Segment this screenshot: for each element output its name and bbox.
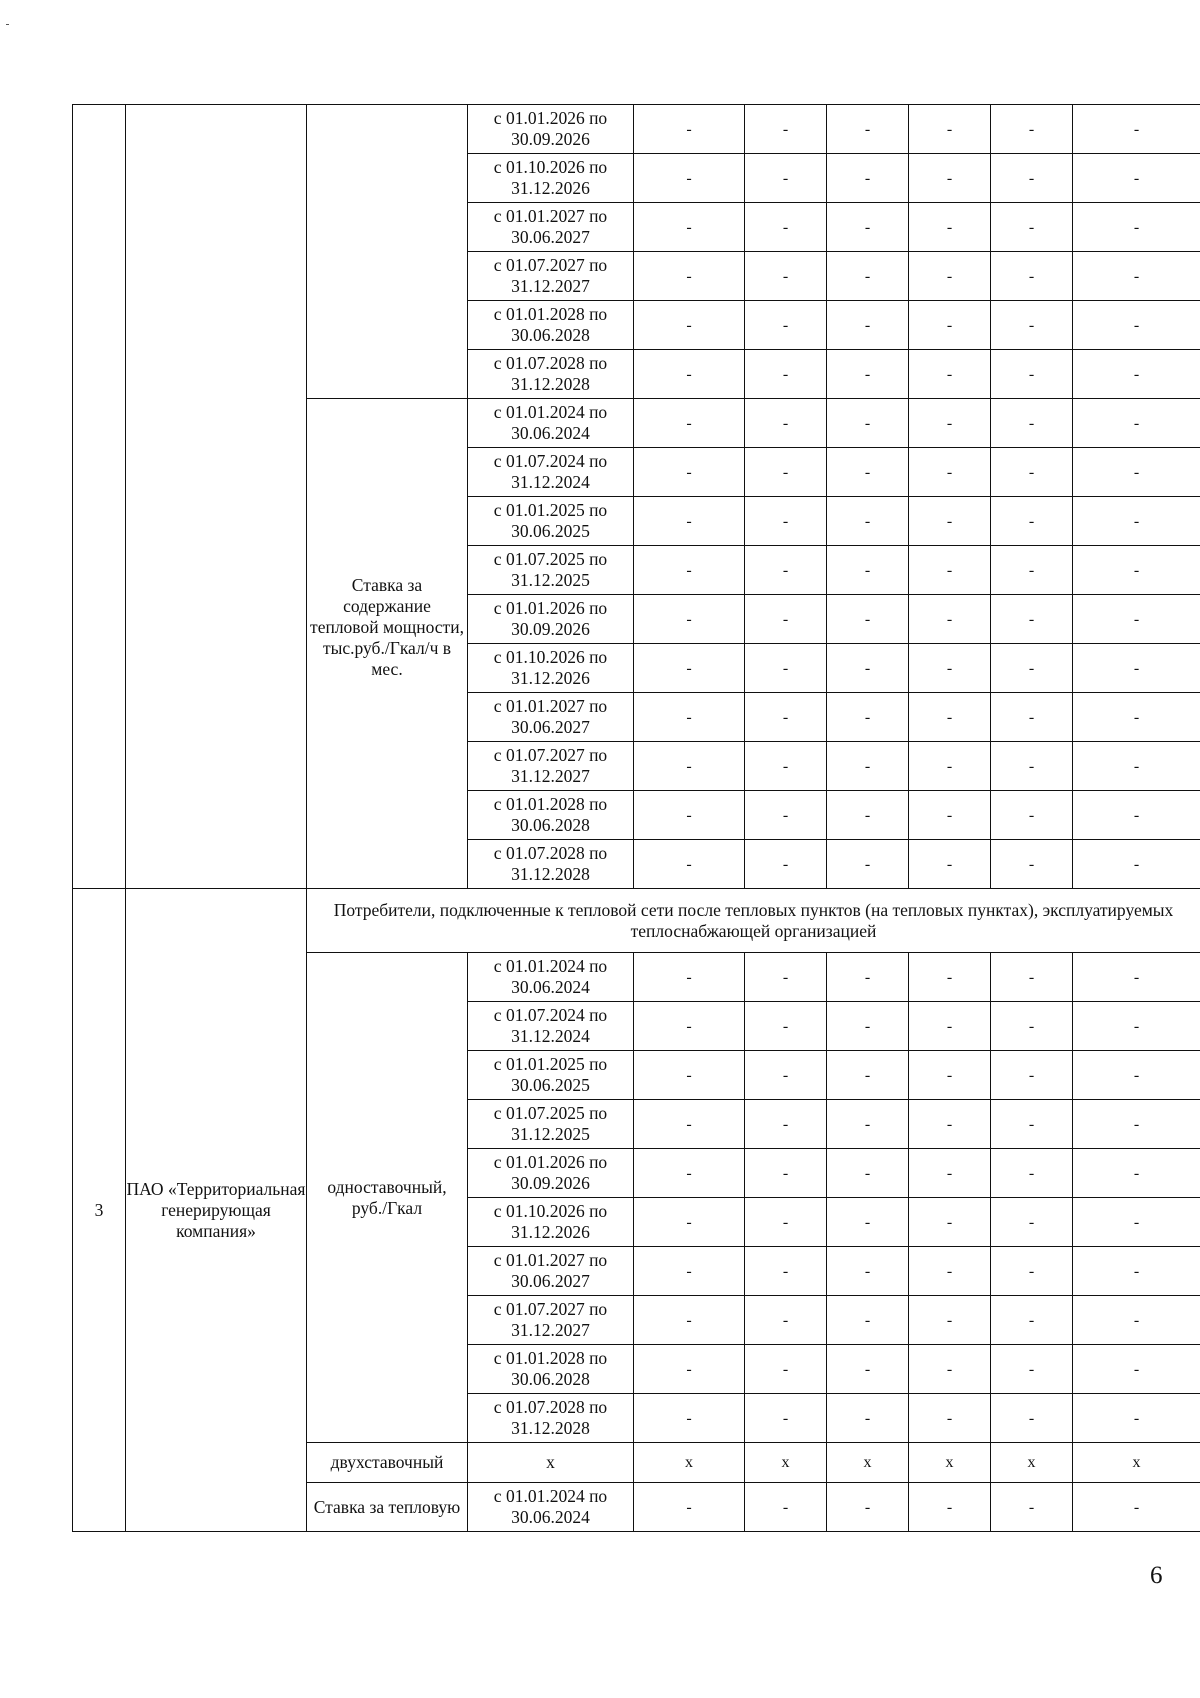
value-cell: - (1073, 742, 1200, 791)
value-cell: - (991, 1198, 1073, 1247)
value-cell: - (827, 399, 909, 448)
value-cell: - (827, 546, 909, 595)
value-cell: - (1073, 1002, 1200, 1051)
value-cell: - (909, 1345, 991, 1394)
value-cell: - (991, 546, 1073, 595)
value-cell: - (909, 1198, 991, 1247)
value-cell: - (991, 693, 1073, 742)
value-cell: - (634, 595, 745, 644)
value-cell: - (909, 1051, 991, 1100)
value-cell: - (634, 1002, 745, 1051)
value-cell: - (1073, 840, 1200, 889)
value-cell: - (909, 644, 991, 693)
value-cell: - (827, 1483, 909, 1532)
consumers-header-row (73, 889, 1200, 953)
value-cell: - (827, 350, 909, 399)
value-cell: - (745, 1198, 827, 1247)
value-cell: - (634, 203, 745, 252)
value-cell: - (634, 301, 745, 350)
value-cell: - (634, 742, 745, 791)
value-cell: - (634, 1483, 745, 1532)
period-cell: с 01.01.2028 по 30.06.2028 (468, 1345, 634, 1394)
value-cell: - (909, 399, 991, 448)
period-cell: с 01.01.2027 по 30.06.2027 (468, 693, 634, 742)
value-cell: - (634, 399, 745, 448)
value-cell: - (634, 350, 745, 399)
org-name: ПАО «Территориальная генерирующая компания» (126, 889, 307, 1532)
value-cell: - (1073, 1149, 1200, 1198)
value-cell: - (991, 1345, 1073, 1394)
value-cell: - (991, 105, 1073, 154)
value-cell: - (634, 546, 745, 595)
page-number: 6 (1150, 1562, 1163, 1589)
value-cell: - (745, 644, 827, 693)
value-cell: - (991, 1051, 1073, 1100)
heat-rate-label: Ставка за тепловую (307, 1483, 468, 1532)
value-cell: - (909, 546, 991, 595)
value-cell: - (634, 644, 745, 693)
period-cell: с 01.01.2026 по 30.09.2026 (468, 595, 634, 644)
value-cell: - (745, 1051, 827, 1100)
value-cell: - (745, 203, 827, 252)
value-cell: - (991, 154, 1073, 203)
period-cell: с 01.07.2028 по 31.12.2028 (468, 350, 634, 399)
value-cell: - (1073, 1198, 1200, 1247)
value-cell: - (909, 350, 991, 399)
value-cell: - (991, 301, 1073, 350)
value-cell: - (745, 1296, 827, 1345)
value-cell: - (745, 301, 827, 350)
value-cell: - (909, 791, 991, 840)
value-cell: - (634, 840, 745, 889)
x-cell: x (909, 1443, 991, 1483)
value-cell: - (745, 1247, 827, 1296)
value-cell: - (909, 203, 991, 252)
consumers-header: Потребители, подключенные к тепловой сети после тепловых пунктов (на тепловых пунктах), эксплуатируемых теплоснабжающей организацией (307, 889, 1200, 953)
value-cell: - (827, 953, 909, 1002)
value-cell: - (991, 203, 1073, 252)
value-cell: - (1073, 1247, 1200, 1296)
period-cell: с 01.01.2024 по 30.06.2024 (468, 1483, 634, 1532)
period-cell: с 01.01.2024 по 30.06.2024 (468, 953, 634, 1002)
value-cell: - (991, 1002, 1073, 1051)
value-cell: - (745, 105, 827, 154)
two-rate-label: двухставочный (307, 1443, 468, 1483)
value-cell: - (745, 953, 827, 1002)
period-cell: с 01.01.2024 по 30.06.2024 (468, 399, 634, 448)
value-cell: - (827, 203, 909, 252)
value-cell: - (745, 350, 827, 399)
value-cell: - (1073, 546, 1200, 595)
value-cell: - (909, 1247, 991, 1296)
value-cell: - (991, 448, 1073, 497)
value-cell: - (634, 1247, 745, 1296)
period-cell: с 01.07.2027 по 31.12.2027 (468, 742, 634, 791)
org-number: 3 (73, 889, 126, 1532)
value-cell: - (909, 1483, 991, 1532)
value-cell: - (991, 953, 1073, 1002)
value-cell: - (1073, 1051, 1200, 1100)
value-cell: - (991, 840, 1073, 889)
period-cell: с 01.07.2024 по 31.12.2024 (468, 1002, 634, 1051)
value-cell: - (1073, 791, 1200, 840)
value-cell: - (745, 448, 827, 497)
value-cell: - (1073, 1483, 1200, 1532)
period-cell: с 01.01.2028 по 30.06.2028 (468, 791, 634, 840)
value-cell: - (991, 497, 1073, 546)
value-cell: - (909, 154, 991, 203)
value-cell: - (745, 742, 827, 791)
rate-label-capacity: Ставка за содержание тепловой мощности, тыс.руб./Гкал/ч в мес. (307, 399, 468, 889)
value-cell: - (1073, 1394, 1200, 1443)
value-cell: - (634, 1296, 745, 1345)
value-cell: - (991, 1394, 1073, 1443)
value-cell: - (1073, 1100, 1200, 1149)
value-cell: - (827, 497, 909, 546)
value-cell: - (827, 644, 909, 693)
value-cell: - (827, 693, 909, 742)
value-cell: - (909, 1100, 991, 1149)
rate-cell-continued (307, 105, 468, 399)
value-cell: - (909, 497, 991, 546)
value-cell: - (827, 1149, 909, 1198)
value-cell: - (827, 1198, 909, 1247)
value-cell: - (827, 1247, 909, 1296)
value-cell: - (991, 1247, 1073, 1296)
x-cell: x (468, 1443, 634, 1483)
value-cell: - (909, 595, 991, 644)
value-cell: - (991, 350, 1073, 399)
value-cell: - (1073, 595, 1200, 644)
value-cell: - (634, 1051, 745, 1100)
value-cell: - (909, 448, 991, 497)
value-cell: - (827, 252, 909, 301)
value-cell: - (827, 840, 909, 889)
value-cell: - (1073, 399, 1200, 448)
value-cell: - (634, 252, 745, 301)
value-cell: - (1073, 301, 1200, 350)
x-cell: x (991, 1443, 1073, 1483)
value-cell: - (827, 1394, 909, 1443)
value-cell: - (991, 595, 1073, 644)
value-cell: - (991, 644, 1073, 693)
period-cell: с 01.01.2027 по 30.06.2027 (468, 203, 634, 252)
period-cell: с 01.07.2025 по 31.12.2025 (468, 546, 634, 595)
value-cell: - (991, 1296, 1073, 1345)
value-cell: - (1073, 693, 1200, 742)
value-cell: - (1073, 1345, 1200, 1394)
x-cell: x (827, 1443, 909, 1483)
value-cell: - (909, 1149, 991, 1198)
x-cell: x (634, 1443, 745, 1483)
value-cell: - (827, 1100, 909, 1149)
value-cell: - (827, 1002, 909, 1051)
value-cell: - (745, 840, 827, 889)
value-cell: - (745, 546, 827, 595)
period-cell: с 01.10.2026 по 31.12.2026 (468, 1198, 634, 1247)
value-cell: - (745, 497, 827, 546)
value-cell: - (745, 1394, 827, 1443)
value-cell: - (827, 742, 909, 791)
value-cell: - (909, 1296, 991, 1345)
value-cell: - (991, 399, 1073, 448)
x-cell: x (745, 1443, 827, 1483)
value-cell: - (1073, 203, 1200, 252)
value-cell: - (909, 1394, 991, 1443)
value-cell: - (1073, 1296, 1200, 1345)
period-cell: с 01.01.2027 по 30.06.2027 (468, 1247, 634, 1296)
value-cell: - (634, 1149, 745, 1198)
scan-mark (6, 24, 9, 25)
value-cell: - (634, 105, 745, 154)
period-cell: с 01.01.2028 по 30.06.2028 (468, 301, 634, 350)
value-cell: - (745, 791, 827, 840)
value-cell: - (1073, 252, 1200, 301)
value-cell: - (827, 301, 909, 350)
org-cell-continued (126, 105, 307, 889)
value-cell: - (745, 1345, 827, 1394)
period-cell: с 01.07.2024 по 31.12.2024 (468, 448, 634, 497)
period-cell: с 01.07.2025 по 31.12.2025 (468, 1100, 634, 1149)
value-cell: - (827, 448, 909, 497)
value-cell: - (909, 742, 991, 791)
value-cell: - (827, 791, 909, 840)
value-cell: - (745, 154, 827, 203)
value-cell: - (991, 252, 1073, 301)
value-cell: - (909, 840, 991, 889)
value-cell: - (909, 105, 991, 154)
value-cell: - (745, 399, 827, 448)
period-cell: с 01.01.2026 по 30.09.2026 (468, 105, 634, 154)
value-cell: - (827, 1345, 909, 1394)
value-cell: - (634, 1345, 745, 1394)
value-cell: - (909, 252, 991, 301)
value-cell: - (745, 1002, 827, 1051)
tariff-table (72, 104, 1200, 1532)
value-cell: - (909, 301, 991, 350)
value-cell: - (1073, 497, 1200, 546)
num-cell-continued (73, 105, 126, 889)
period-cell: с 01.07.2027 по 31.12.2027 (468, 1296, 634, 1345)
value-cell: - (745, 252, 827, 301)
value-cell: - (991, 791, 1073, 840)
value-cell: - (1073, 350, 1200, 399)
value-cell: - (634, 1394, 745, 1443)
period-cell: с 01.10.2026 по 31.12.2026 (468, 644, 634, 693)
period-cell: с 01.07.2027 по 31.12.2027 (468, 252, 634, 301)
value-cell: - (991, 742, 1073, 791)
x-cell: x (1073, 1443, 1200, 1483)
value-cell: - (634, 154, 745, 203)
value-cell: - (634, 791, 745, 840)
value-cell: - (827, 595, 909, 644)
value-cell: - (634, 497, 745, 546)
period-cell: с 01.01.2025 по 30.06.2025 (468, 1051, 634, 1100)
value-cell: - (634, 448, 745, 497)
value-cell: - (634, 953, 745, 1002)
value-cell: - (827, 154, 909, 203)
value-cell: - (745, 693, 827, 742)
single-rate-label: одноставочный, руб./Гкал (307, 953, 468, 1443)
value-cell: - (1073, 448, 1200, 497)
value-cell: - (991, 1100, 1073, 1149)
value-cell: - (745, 1483, 827, 1532)
value-cell: - (909, 693, 991, 742)
value-cell: - (1073, 644, 1200, 693)
value-cell: - (1073, 154, 1200, 203)
value-cell: - (634, 1198, 745, 1247)
period-cell: с 01.01.2026 по 30.09.2026 (468, 1149, 634, 1198)
period-cell: с 01.07.2028 по 31.12.2028 (468, 840, 634, 889)
table-row (73, 105, 1200, 154)
value-cell: - (1073, 953, 1200, 1002)
period-cell: с 01.07.2028 по 31.12.2028 (468, 1394, 634, 1443)
period-cell: с 01.10.2026 по 31.12.2026 (468, 154, 634, 203)
value-cell: - (827, 1051, 909, 1100)
period-cell: с 01.01.2025 по 30.06.2025 (468, 497, 634, 546)
value-cell: - (827, 105, 909, 154)
value-cell: - (1073, 105, 1200, 154)
value-cell: - (745, 1100, 827, 1149)
value-cell: - (909, 953, 991, 1002)
value-cell: - (827, 1296, 909, 1345)
value-cell: - (991, 1149, 1073, 1198)
value-cell: - (634, 1100, 745, 1149)
value-cell: - (634, 693, 745, 742)
value-cell: - (909, 1002, 991, 1051)
value-cell: - (991, 1483, 1073, 1532)
value-cell: - (745, 595, 827, 644)
value-cell: - (745, 1149, 827, 1198)
